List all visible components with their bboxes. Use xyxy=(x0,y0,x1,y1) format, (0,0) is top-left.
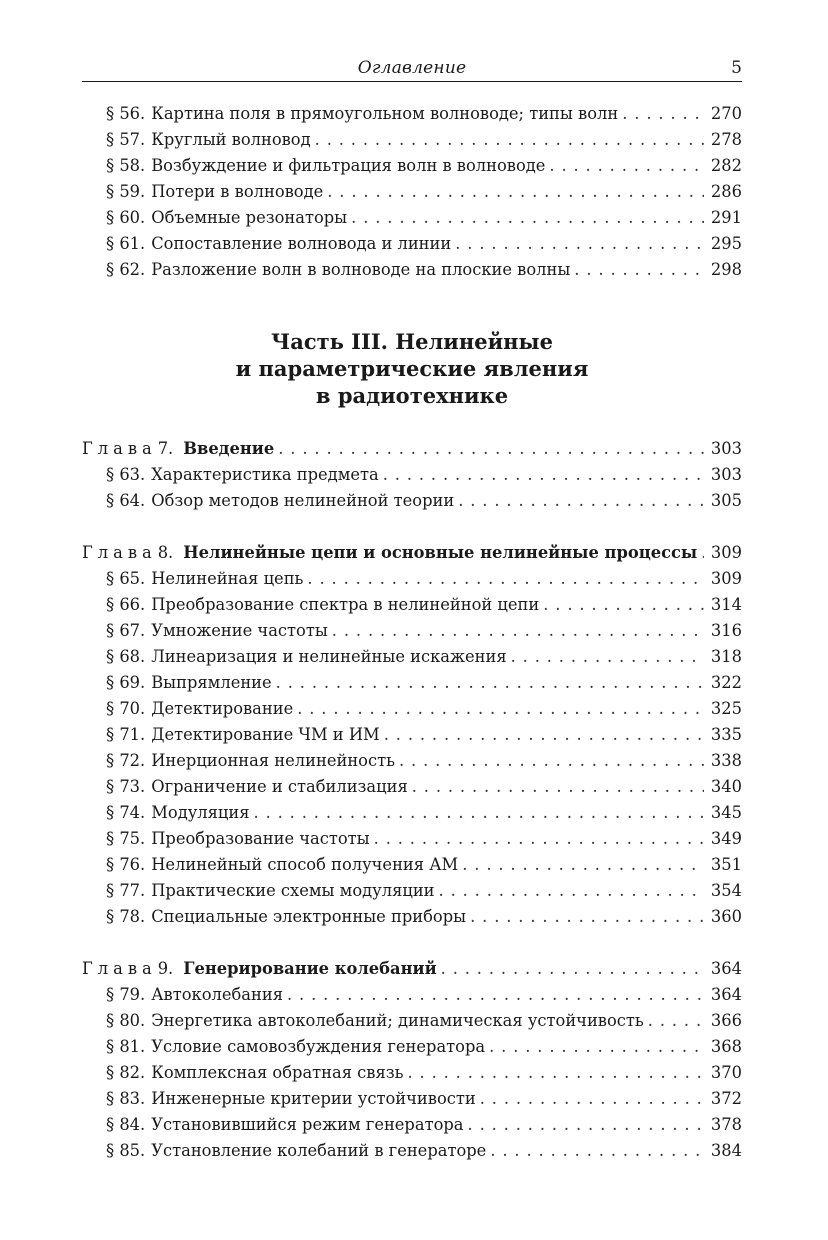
dot-leader xyxy=(441,956,704,982)
section-title: Энергетика автоколебаний; динамическая устойчивость xyxy=(151,1011,644,1030)
dot-leader xyxy=(462,852,704,878)
section-number: § 74. xyxy=(106,803,146,822)
toc-entry[interactable] xyxy=(82,722,742,748)
toc-entry[interactable] xyxy=(82,852,742,878)
section-number: § 62. xyxy=(106,260,146,279)
dot-leader xyxy=(470,904,704,930)
toc-entry[interactable] xyxy=(82,878,742,904)
dot-leader xyxy=(458,488,704,514)
section-title: Объемные резонаторы xyxy=(151,208,348,227)
dot-leader xyxy=(383,462,704,488)
section-title: Умножение частоты xyxy=(151,621,328,640)
chapter-number: 7. xyxy=(157,439,174,458)
page-ref: 309 xyxy=(710,543,742,562)
dot-leader xyxy=(549,153,704,179)
page-ref: 314 xyxy=(710,595,742,614)
chapter-word: Глава xyxy=(82,439,157,458)
section-title: Условие самовозбуждения генератора xyxy=(151,1037,486,1056)
toc-entry[interactable] xyxy=(82,800,742,826)
toc-entry[interactable] xyxy=(82,179,742,205)
toc-entry[interactable] xyxy=(82,696,742,722)
section-title: Сопоставление волновода и линии xyxy=(151,234,452,253)
section-number: § 83. xyxy=(106,1089,146,1108)
dot-leader xyxy=(511,644,704,670)
page-ref: 372 xyxy=(710,1089,742,1108)
section-number: § 72. xyxy=(106,751,146,770)
section-number: § 65. xyxy=(106,569,146,588)
toc-entry[interactable] xyxy=(82,644,742,670)
section-number: § 85. xyxy=(106,1141,146,1160)
toc-entry[interactable] xyxy=(82,592,742,618)
toc-entry[interactable] xyxy=(82,774,742,800)
page-ref: 335 xyxy=(710,725,742,744)
chapter-word: Глава xyxy=(82,959,157,978)
section-title: Инженерные критерии устойчивости xyxy=(151,1089,476,1108)
section-title: Разложение волн в волноводе на плоские волны xyxy=(151,260,571,279)
toc-entry[interactable] xyxy=(82,1112,742,1138)
chapter-entry[interactable] xyxy=(82,540,742,566)
section-title: Картина поля в прямоугольном волноводе; типы волн xyxy=(151,104,619,123)
chapter-entry[interactable] xyxy=(82,436,742,462)
section-title: Круглый волновод xyxy=(151,130,311,149)
page-ref: 378 xyxy=(710,1115,742,1134)
page-ref: 364 xyxy=(710,985,742,1004)
dot-leader xyxy=(351,205,704,231)
section-number: § 59. xyxy=(106,182,146,201)
toc-entry[interactable] xyxy=(82,153,742,179)
section-title: Преобразование частоты xyxy=(151,829,370,848)
section-title: Нелинейный способ получения АМ xyxy=(151,855,459,874)
section-number: § 61. xyxy=(106,234,146,253)
section-title: Ограничение и стабилизация xyxy=(151,777,408,796)
toc-entry[interactable] xyxy=(82,488,742,514)
chapter-word: Глава xyxy=(82,543,157,562)
page-ref: 286 xyxy=(710,182,742,201)
page-ref: 295 xyxy=(710,234,742,253)
dot-leader xyxy=(287,982,704,1008)
page-ref: 282 xyxy=(710,156,742,175)
section-title: Нелинейная цепь xyxy=(151,569,304,588)
section-number: § 73. xyxy=(106,777,146,796)
dot-leader xyxy=(489,1034,704,1060)
dot-leader xyxy=(622,101,704,127)
section-title: Практические схемы модуляции xyxy=(151,881,435,900)
dot-leader xyxy=(254,800,704,826)
chapter-title: Введение xyxy=(183,439,275,458)
toc-entry[interactable] xyxy=(82,982,742,1008)
page-ref: 366 xyxy=(710,1011,742,1030)
section-number: § 58. xyxy=(106,156,146,175)
page-ref: 345 xyxy=(710,803,742,822)
section-title: Инерционная нелинейность xyxy=(151,751,395,770)
chapter-entry[interactable] xyxy=(82,956,742,982)
page-ref: 325 xyxy=(710,699,742,718)
toc-entry[interactable] xyxy=(82,1008,742,1034)
section-title: Возбуждение и фильтрация волн в волноводе xyxy=(151,156,546,175)
section-number: § 64. xyxy=(106,491,146,510)
toc-entry[interactable] xyxy=(82,748,742,774)
dot-leader xyxy=(490,1138,704,1164)
part-title-line: Часть III. Нелинейные xyxy=(271,329,553,354)
section-number: § 68. xyxy=(106,647,146,666)
dot-leader xyxy=(278,436,704,462)
page-ref: 364 xyxy=(710,959,742,978)
dot-leader xyxy=(480,1086,704,1112)
dot-leader xyxy=(276,670,704,696)
section-number: § 66. xyxy=(106,595,146,614)
page-ref: 351 xyxy=(710,855,742,874)
running-title: Оглавление xyxy=(357,58,467,78)
page-ref: 305 xyxy=(710,491,742,510)
chapter-number: 8. xyxy=(157,543,174,562)
section-number: § 78. xyxy=(106,907,146,926)
dot-leader xyxy=(307,566,704,592)
toc-entry[interactable] xyxy=(82,618,742,644)
page-ref: 303 xyxy=(710,465,742,484)
running-header xyxy=(82,55,742,82)
part-title-line: в радиотехнике xyxy=(315,383,509,408)
section-title: Выпрямление xyxy=(151,673,272,692)
section-number: § 75. xyxy=(106,829,146,848)
dot-leader xyxy=(297,696,704,722)
page-ref: 349 xyxy=(710,829,742,848)
page-number: 5 xyxy=(731,58,742,78)
section-title: Преобразование спектра в нелинейной цепи xyxy=(151,595,540,614)
dot-leader xyxy=(543,592,704,618)
part-title xyxy=(82,328,742,409)
section-number: § 81. xyxy=(106,1037,146,1056)
page-ref: 270 xyxy=(710,104,742,123)
dot-leader xyxy=(374,826,704,852)
page-ref: 338 xyxy=(710,751,742,770)
section-title: Модуляция xyxy=(151,803,250,822)
section-number: § 70. xyxy=(106,699,146,718)
page-ref: 322 xyxy=(710,673,742,692)
section-number: § 76. xyxy=(106,855,146,874)
page-ref: 360 xyxy=(710,907,742,926)
toc-entry[interactable] xyxy=(82,566,742,592)
page-ref: 384 xyxy=(710,1141,742,1160)
section-number: § 63. xyxy=(106,465,146,484)
section-number: § 69. xyxy=(106,673,146,692)
dot-leader xyxy=(648,1008,704,1034)
toc-entry[interactable] xyxy=(82,1086,742,1112)
section-number: § 84. xyxy=(106,1115,146,1134)
section-title: Детектирование xyxy=(151,699,294,718)
dot-leader xyxy=(468,1112,704,1138)
section-title: Комплексная обратная связь xyxy=(151,1063,404,1082)
section-number: § 60. xyxy=(106,208,146,227)
toc-entry[interactable] xyxy=(82,257,742,283)
section-title: Установление колебаний в генераторе xyxy=(151,1141,487,1160)
dot-leader xyxy=(574,257,704,283)
toc-entry[interactable] xyxy=(82,127,742,153)
page-ref: 370 xyxy=(710,1063,742,1082)
toc-entry[interactable] xyxy=(82,1034,742,1060)
dot-leader xyxy=(315,127,704,153)
page-ref: 354 xyxy=(710,881,742,900)
dot-leader xyxy=(332,618,704,644)
section-number: § 56. xyxy=(106,104,146,123)
section-title: Детектирование ЧМ и ИМ xyxy=(151,725,380,744)
section-number: § 79. xyxy=(106,985,146,1004)
toc-entry[interactable] xyxy=(82,1138,742,1164)
dot-leader xyxy=(384,722,704,748)
chapter-title: Генерирование колебаний xyxy=(183,959,437,978)
section-title: Характеристика предмета xyxy=(151,465,379,484)
dot-leader xyxy=(455,231,704,257)
section-title: Обзор методов нелинейной теории xyxy=(151,491,455,510)
page-ref: 318 xyxy=(710,647,742,666)
toc-entry[interactable] xyxy=(82,205,742,231)
chapter-title: Нелинейные цепи и основные нелинейные процессы xyxy=(183,543,698,562)
section-title: Установившийся режим генератора xyxy=(151,1115,464,1134)
section-title: Автоколебания xyxy=(151,985,283,1004)
section-number: § 67. xyxy=(106,621,146,640)
chapter-number: 9. xyxy=(157,959,174,978)
dot-leader xyxy=(399,748,704,774)
dot-leader xyxy=(701,540,704,566)
section-number: § 80. xyxy=(106,1011,146,1030)
page-ref: 340 xyxy=(710,777,742,796)
section-title: Специальные электронные приборы xyxy=(151,907,467,926)
toc-entry[interactable] xyxy=(82,1060,742,1086)
part-title-line: и параметрические явления xyxy=(235,356,589,381)
section-number: § 77. xyxy=(106,881,146,900)
dot-leader xyxy=(412,774,704,800)
section-number: § 57. xyxy=(106,130,146,149)
page-ref: 368 xyxy=(710,1037,742,1056)
page-ref: 291 xyxy=(710,208,742,227)
toc-entry[interactable] xyxy=(82,462,742,488)
page-ref: 278 xyxy=(710,130,742,149)
dot-leader xyxy=(407,1060,704,1086)
toc-entry[interactable] xyxy=(82,670,742,696)
toc-entry[interactable] xyxy=(82,826,742,852)
section-number: § 71. xyxy=(106,725,146,744)
page-ref: 316 xyxy=(710,621,742,640)
section-title: Потери в волноводе xyxy=(151,182,324,201)
toc-entry[interactable] xyxy=(82,231,742,257)
dot-leader xyxy=(439,878,704,904)
toc-entry[interactable] xyxy=(82,101,742,127)
dot-leader xyxy=(327,179,704,205)
page-ref: 298 xyxy=(710,260,742,279)
toc-entry[interactable] xyxy=(82,904,742,930)
page-ref: 309 xyxy=(710,569,742,588)
section-number: § 82. xyxy=(106,1063,146,1082)
section-title: Линеаризация и нелинейные искажения xyxy=(151,647,507,666)
page-ref: 303 xyxy=(710,439,742,458)
